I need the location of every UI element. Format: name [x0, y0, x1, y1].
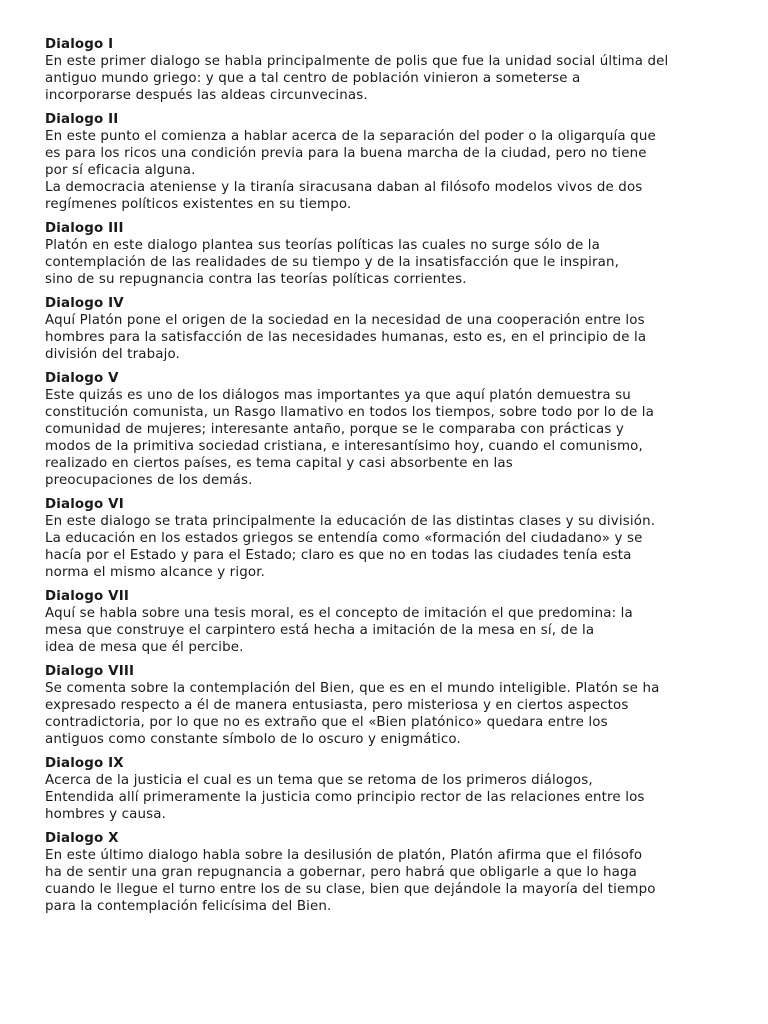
section-dialogo-5: [45, 370, 735, 489]
section-heading: Dialogo VIII: [45, 664, 135, 679]
section-heading: Dialogo X: [45, 831, 119, 846]
section-heading: Dialogo IX: [45, 756, 124, 771]
section-paragraph: Aquí se habla sobre una tesis moral, es el concepto de imitación el que predomina: la mesa que construye el carpintero está hecha a imitación de la mesa en sí, de la idea de mesa que él percibe.: [45, 606, 633, 655]
section-dialogo-10: [45, 830, 735, 915]
section-paragraph: Platón en este dialogo plantea sus teorías políticas las cuales no surge sólo de la contemplación de las realidades de su tiempo y de la insatisfacción que le inspiran, sino de su repugnancia contra las teorías políticas corrientes.: [45, 238, 620, 287]
section-dialogo-3: [45, 220, 735, 288]
section-heading: Dialogo III: [45, 221, 124, 236]
section-dialogo-4: [45, 295, 735, 363]
section-paragraph: En este primer dialogo se habla principalmente de polis que fue la unidad social última del antiguo mundo griego: y que a tal centro de población vinieron a someterse a incorporarse después las aldeas circunvecinas.: [45, 54, 669, 103]
section-paragraph: Aquí Platón pone el origen de la sociedad en la necesidad de una cooperación entre los hombres para la satisfacción de las necesidades humanas, esto es, en el principio de la división del trabajo.: [45, 313, 647, 362]
section-paragraph: En este último dialogo habla sobre la desilusión de platón, Platón afirma que el filósofo ha de sentir una gran repugnancia a gobernar, pero habrá que obligarle a que lo haga cuando le llegue el turno entre los de su clase, bien que dejándole la mayoría del tiempo para la contemplación felicísima del Bien.: [45, 848, 656, 914]
section-dialogo-2: [45, 111, 735, 213]
section-heading: Dialogo I: [45, 37, 114, 52]
section-paragraph: Se comenta sobre la contemplación del Bien, que es en el mundo inteligible. Platón se ha expresado respecto a él de manera entusiasta, pero misteriosa y en ciertos aspectos contradictoria, por lo que no es extraño que el «Bien platónico» quedara entre los antiguos como constante símbolo de lo oscuro y enigmático.: [45, 681, 660, 747]
section-paragraph: La democracia ateniense y la tiranía siracusana daban al filósofo modelos vivos de dos regímenes políticos existentes en su tiempo.: [45, 180, 643, 212]
section-dialogo-7: [45, 588, 735, 656]
section-dialogo-8: [45, 663, 735, 748]
section-paragraph: En este dialogo se trata principalmente la educación de las distintas clases y su división. La educación en los estados griegos se entendía como «formación del ciudadano» y se hacía por el Estado y para el Estado; claro es que no en todas las ciudades tenía esta norma el mismo alcance y rigor.: [45, 514, 656, 580]
section-heading: Dialogo VII: [45, 589, 129, 604]
section-dialogo-9: [45, 755, 735, 823]
section-dialogo-1: [45, 36, 735, 104]
document-page: [45, 36, 735, 922]
section-paragraph: En este punto el comienza a hablar acerca de la separación del poder o la oligarquía que es para los ricos una condición previa para la buena marcha de la ciudad, pero no tiene por sí eficacia alguna.: [45, 129, 656, 178]
section-paragraph: Este quizás es uno de los diálogos mas importantes ya que aquí platón demuestra su constitución comunista, un Rasgo llamativo en todos los tiempos, sobre todo por lo de la comunidad de mujeres; interesante antaño, porque se le comparaba con prácticas y modos de la primitiva sociedad cristiana, e interesantísimo hoy, cuando el comunismo, realizado en ciertos países, es tema capital y casi absorbente en las preocupaciones de los demás.: [45, 388, 655, 488]
section-heading: Dialogo IV: [45, 296, 124, 311]
section-paragraph: Acerca de la justicia el cual es un tema que se retoma de los primeros diálogos, Entendida allí primeramente la justicia como principio rector de las relaciones entre los hombres y causa.: [45, 773, 645, 822]
section-heading: Dialogo V: [45, 371, 119, 386]
section-heading: Dialogo II: [45, 112, 119, 127]
section-dialogo-6: [45, 496, 735, 581]
section-heading: Dialogo VI: [45, 497, 124, 512]
